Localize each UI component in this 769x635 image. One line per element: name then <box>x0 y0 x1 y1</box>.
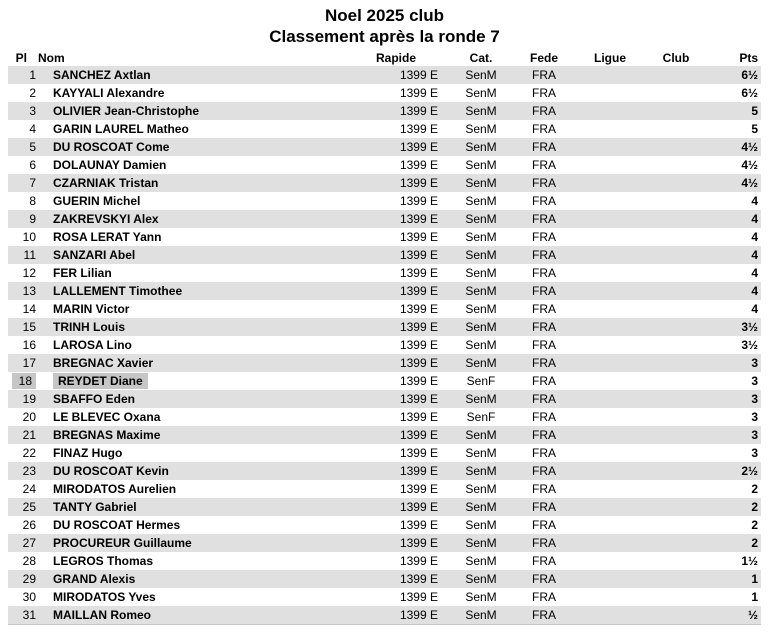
cell-pl: 10 <box>22 230 36 244</box>
table-row[interactable] <box>8 156 761 174</box>
cell-fede: FRA <box>516 318 572 336</box>
cell-rapide: 1399 E <box>399 194 438 208</box>
cell-nom: GRAND Alexis <box>38 570 316 588</box>
cell-fede: FRA <box>516 282 572 300</box>
table-row[interactable] <box>8 444 761 462</box>
cell-fede: FRA <box>532 374 556 388</box>
table-row[interactable] <box>8 120 761 138</box>
cell-ligue <box>572 138 648 156</box>
cell-ligue <box>572 516 648 534</box>
cell-cat: SenM <box>465 86 497 100</box>
cell-cat: SenM <box>446 282 516 300</box>
column-header-pts: Pts <box>739 51 758 65</box>
cell-fede: FRA <box>516 534 572 552</box>
cell-cat: SenM <box>465 194 497 208</box>
cell-cat: SenM <box>446 174 516 192</box>
cell-pl: 28 <box>22 554 36 568</box>
cell-pts: 1 <box>704 570 761 588</box>
cell-nom: KAYYALI Alexandre <box>53 86 165 100</box>
cell-nom: BREGNAS Maxime <box>38 426 316 444</box>
table-row[interactable] <box>8 426 761 444</box>
cell-pl: 5 <box>8 138 38 156</box>
cell-club <box>648 282 704 300</box>
selected-text-highlight: REYDET Diane <box>53 373 148 389</box>
cell-cat: SenF <box>466 410 496 424</box>
cell-ligue <box>572 102 648 120</box>
cell-nom: PROCUREUR Guillaume <box>38 534 316 552</box>
cell-nom: BREGNAC Xavier <box>38 354 316 372</box>
cell-ligue <box>572 372 648 390</box>
table-row[interactable] <box>8 300 761 318</box>
cell-cat: SenM <box>446 138 516 156</box>
cell-cat: SenM <box>446 246 516 264</box>
table-header <box>8 50 761 66</box>
cell-cat: SenM <box>446 570 516 588</box>
cell-club <box>648 372 704 390</box>
cell-ligue <box>572 426 648 444</box>
cell-ligue <box>572 210 648 228</box>
cell-club <box>648 84 704 102</box>
cell-fede: FRA <box>532 230 556 244</box>
table-row[interactable] <box>8 282 761 300</box>
cell-rapide: 1399 E <box>399 230 438 244</box>
cell-pl: 26 <box>22 518 36 532</box>
cell-pts: 1 <box>751 590 758 604</box>
cell-pl: 8 <box>29 194 36 208</box>
cell-pl: 29 <box>8 570 38 588</box>
cell-pts: 3½ <box>704 318 761 336</box>
cell-pl: 12 <box>22 266 36 280</box>
cell-nom: MIRODATOS Yves <box>53 590 156 604</box>
cell-fede: FRA <box>532 86 556 100</box>
cell-rapide: 1399 E <box>316 426 446 444</box>
cell-nom: SANCHEZ Axtlan <box>38 66 316 84</box>
cell-cat: SenM <box>446 66 516 84</box>
cell-pl: 20 <box>22 410 36 424</box>
cell-rapide: 1399 E <box>399 590 438 604</box>
report-title <box>0 0 769 47</box>
cell-fede: FRA <box>516 570 572 588</box>
cell-nom: SBAFFO Eden <box>38 390 316 408</box>
cell-fede: FRA <box>532 590 556 604</box>
cell-rapide: 1399 E <box>316 570 446 588</box>
cell-rapide: 1399 E <box>316 534 446 552</box>
cell-pts: 3 <box>751 446 758 460</box>
table-row[interactable] <box>8 480 761 498</box>
cell-rapide: 1399 E <box>399 374 438 388</box>
cell-nom: TRINH Louis <box>38 318 316 336</box>
cell-pl: 3 <box>8 102 38 120</box>
cell-pl: 19 <box>8 390 38 408</box>
cell-cat: SenM <box>446 210 516 228</box>
cell-club <box>648 426 704 444</box>
cell-club <box>648 66 704 84</box>
cell-nom: GUERIN Michel <box>53 194 141 208</box>
cell-fede: FRA <box>516 66 572 84</box>
cell-pl: 25 <box>8 498 38 516</box>
cell-pts: 5 <box>704 102 761 120</box>
cell-nom: TANTY Gabriel <box>38 498 316 516</box>
cell-club <box>648 480 704 498</box>
cell-club <box>648 120 704 138</box>
cell-fede: FRA <box>532 194 556 208</box>
table-row[interactable] <box>8 174 761 192</box>
cell-club <box>648 354 704 372</box>
header-row <box>8 50 761 66</box>
cell-rapide: 1399 E <box>399 158 438 172</box>
cell-club <box>648 174 704 192</box>
cell-nom <box>38 372 316 390</box>
cell-ligue <box>572 552 648 570</box>
cell-club <box>648 318 704 336</box>
cell-fede: FRA <box>532 482 556 496</box>
column-header-rapide: Rapide <box>375 51 416 65</box>
cell-pts: 4 <box>751 302 758 316</box>
cell-club <box>648 228 704 246</box>
cell-ligue <box>572 174 648 192</box>
cell-fede: FRA <box>532 266 556 280</box>
cell-nom: DOLAUNAY Damien <box>53 158 167 172</box>
cell-ligue <box>572 480 648 498</box>
column-header-nom: Nom <box>38 51 65 65</box>
cell-ligue <box>572 570 648 588</box>
cell-nom: SANZARI Abel <box>38 246 316 264</box>
cell-pl: 23 <box>8 462 38 480</box>
cell-rapide: 1399 E <box>316 390 446 408</box>
selected-text-highlight: 18 <box>12 373 36 389</box>
cell-ligue <box>572 66 648 84</box>
cell-ligue <box>572 408 648 426</box>
cell-rapide: 1399 E <box>316 66 446 84</box>
cell-rapide: 1399 E <box>399 410 438 424</box>
cell-cat: SenM <box>465 518 497 532</box>
cell-pts: ½ <box>704 606 761 625</box>
table-row[interactable] <box>8 228 761 246</box>
cell-pl: 15 <box>8 318 38 336</box>
cell-rapide: 1399 E <box>316 282 446 300</box>
cell-rapide: 1399 E <box>316 138 446 156</box>
cell-club <box>648 606 704 625</box>
cell-cat: SenM <box>446 462 516 480</box>
cell-rapide: 1399 E <box>316 498 446 516</box>
column-header-pl: Pl <box>15 51 27 65</box>
cell-club <box>648 264 704 282</box>
cell-cat: SenM <box>465 158 497 172</box>
cell-nom: FINAZ Hugo <box>53 446 123 460</box>
table-body <box>8 66 761 625</box>
table-row[interactable] <box>8 390 761 408</box>
cell-club <box>648 588 704 606</box>
table-row[interactable] <box>8 462 761 480</box>
table-row[interactable] <box>8 408 761 426</box>
cell-fede: FRA <box>516 210 572 228</box>
cell-fede: FRA <box>532 554 556 568</box>
cell-nom: LALLEMENT Timothee <box>38 282 316 300</box>
cell-fede: FRA <box>516 606 572 625</box>
cell-nom: MARIN Victor <box>53 302 130 316</box>
cell-fede: FRA <box>532 446 556 460</box>
cell-fede: FRA <box>532 338 556 352</box>
cell-rapide: 1399 E <box>316 354 446 372</box>
cell-ligue <box>572 462 648 480</box>
cell-cat: SenM <box>465 482 497 496</box>
table-row[interactable] <box>8 138 761 156</box>
table-row[interactable] <box>8 552 761 570</box>
cell-club <box>648 156 704 174</box>
cell-club <box>648 246 704 264</box>
cell-ligue <box>572 282 648 300</box>
table-row[interactable] <box>8 66 761 84</box>
cell-fede: FRA <box>532 518 556 532</box>
cell-pl: 1 <box>8 66 38 84</box>
cell-cat: SenM <box>465 338 497 352</box>
cell-fede: FRA <box>532 410 556 424</box>
cell-pts: 3½ <box>741 338 758 352</box>
table-row[interactable] <box>8 516 761 534</box>
cell-ligue <box>572 192 648 210</box>
cell-pts: 3 <box>751 374 758 388</box>
cell-nom: LEGROS Thomas <box>53 554 154 568</box>
cell-cat: SenM <box>446 102 516 120</box>
cell-pl: 31 <box>8 606 38 625</box>
cell-rapide: 1399 E <box>399 554 438 568</box>
cell-nom: MIRODATOS Aurelien <box>53 482 177 496</box>
cell-nom: ROSA LERAT Yann <box>53 230 162 244</box>
cell-cat: SenF <box>466 374 496 388</box>
cell-nom: DU ROSCOAT Come <box>38 138 316 156</box>
cell-pts: 2½ <box>704 462 761 480</box>
cell-club <box>648 102 704 120</box>
cell-ligue <box>572 588 648 606</box>
table-row[interactable] <box>8 264 761 282</box>
cell-pl: 14 <box>22 302 36 316</box>
cell-rapide: 1399 E <box>399 86 438 100</box>
table-row[interactable] <box>8 84 761 102</box>
table-row[interactable] <box>8 336 761 354</box>
cell-cat: SenM <box>446 498 516 516</box>
cell-pts: 4 <box>704 282 761 300</box>
cell-pts: 4½ <box>704 174 761 192</box>
cell-cat: SenM <box>465 302 497 316</box>
cell-rapide: 1399 E <box>316 174 446 192</box>
ranking-subtitle: Classement après la ronde 7 <box>269 27 500 46</box>
cell-rapide: 1399 E <box>316 462 446 480</box>
cell-pts: 4 <box>704 246 761 264</box>
cell-fede: FRA <box>516 498 572 516</box>
table-row[interactable] <box>8 192 761 210</box>
cell-club <box>648 336 704 354</box>
cell-ligue <box>572 444 648 462</box>
cell-pl: 11 <box>8 246 38 264</box>
cell-club <box>648 408 704 426</box>
cell-pl <box>8 372 38 390</box>
cell-pts: 6½ <box>741 86 758 100</box>
table-row[interactable] <box>8 354 761 372</box>
cell-rapide: 1399 E <box>399 338 438 352</box>
cell-pl: 22 <box>22 446 36 460</box>
table-row[interactable] <box>8 372 761 390</box>
cell-cat: SenM <box>465 446 497 460</box>
cell-ligue <box>572 300 648 318</box>
cell-cat: SenM <box>446 354 516 372</box>
cell-ligue <box>572 534 648 552</box>
cell-club <box>648 570 704 588</box>
cell-pl: 16 <box>22 338 36 352</box>
cell-pl: 6 <box>29 158 36 172</box>
cell-nom: DU ROSCOAT Kevin <box>38 462 316 480</box>
cell-cat: SenM <box>446 426 516 444</box>
cell-pl: 7 <box>8 174 38 192</box>
cell-club <box>648 138 704 156</box>
table-row[interactable] <box>8 498 761 516</box>
column-header-fede: Fede <box>529 51 558 65</box>
cell-pts: 3 <box>704 426 761 444</box>
cell-ligue <box>572 354 648 372</box>
cell-pl: 9 <box>8 210 38 228</box>
cell-pl: 30 <box>22 590 36 604</box>
cell-rapide: 1399 E <box>316 318 446 336</box>
cell-pts: 4 <box>704 210 761 228</box>
cell-ligue <box>572 606 648 625</box>
table-row[interactable] <box>8 102 761 120</box>
cell-ligue <box>572 318 648 336</box>
cell-pts: 4 <box>751 266 758 280</box>
cell-club <box>648 516 704 534</box>
cell-rapide: 1399 E <box>316 246 446 264</box>
cell-nom: CZARNIAK Tristan <box>38 174 316 192</box>
cell-cat: SenM <box>465 590 497 604</box>
cell-fede: FRA <box>516 390 572 408</box>
cell-fede: FRA <box>516 462 572 480</box>
cell-cat: SenM <box>446 534 516 552</box>
cell-cat: SenM <box>446 390 516 408</box>
cell-ligue <box>572 264 648 282</box>
standings-table <box>8 50 761 625</box>
cell-nom: OLIVIER Jean-Christophe <box>38 102 316 120</box>
cell-rapide: 1399 E <box>316 102 446 120</box>
cell-cat: SenM <box>446 318 516 336</box>
cell-rapide: 1399 E <box>399 122 438 136</box>
cell-pl: 24 <box>22 482 36 496</box>
cell-nom: LE BLEVEC Oxana <box>53 410 161 424</box>
cell-rapide: 1399 E <box>399 518 438 532</box>
cell-pts: 2 <box>751 518 758 532</box>
cell-pts: 4 <box>751 194 758 208</box>
cell-pts: 5 <box>751 122 758 136</box>
cell-cat: SenM <box>465 230 497 244</box>
tournament-name: Noel 2025 club <box>324 6 445 25</box>
table-row[interactable] <box>8 534 761 552</box>
table-row[interactable] <box>8 246 761 264</box>
cell-fede: FRA <box>532 302 556 316</box>
table-row[interactable] <box>8 210 761 228</box>
column-header-cat: Cat. <box>469 51 493 65</box>
cell-club <box>648 300 704 318</box>
cell-fede: FRA <box>532 158 556 172</box>
cell-ligue <box>572 498 648 516</box>
cell-fede: FRA <box>532 122 556 136</box>
cell-cat: SenM <box>465 266 497 280</box>
cell-pl: 13 <box>8 282 38 300</box>
cell-ligue <box>572 228 648 246</box>
cell-ligue <box>572 246 648 264</box>
cell-fede: FRA <box>516 174 572 192</box>
cell-ligue <box>572 336 648 354</box>
table-row[interactable] <box>8 318 761 336</box>
cell-rapide: 1399 E <box>399 266 438 280</box>
cell-nom: ZAKREVSKYI Alex <box>38 210 316 228</box>
cell-club <box>648 192 704 210</box>
cell-fede: FRA <box>516 354 572 372</box>
cell-pl: 27 <box>8 534 38 552</box>
table-row[interactable] <box>8 570 761 588</box>
cell-nom: FER Lilian <box>53 266 112 280</box>
cell-pts: 2 <box>704 534 761 552</box>
cell-pts: 4½ <box>741 158 758 172</box>
cell-pl: 4 <box>29 122 36 136</box>
cell-fede: FRA <box>516 138 572 156</box>
cell-pts: 1½ <box>741 554 758 568</box>
cell-cat: SenM <box>446 606 516 625</box>
cell-pts: 2 <box>704 498 761 516</box>
cell-club <box>648 462 704 480</box>
cell-ligue <box>572 156 648 174</box>
cell-cat: SenM <box>465 122 497 136</box>
cell-pts: 3 <box>704 354 761 372</box>
cell-rapide: 1399 E <box>399 482 438 496</box>
cell-rapide: 1399 E <box>316 210 446 228</box>
cell-pl: 17 <box>8 354 38 372</box>
cell-nom: LAROSA Lino <box>53 338 132 352</box>
cell-fede: FRA <box>516 426 572 444</box>
table-row[interactable] <box>8 606 761 625</box>
cell-pts: 3 <box>751 410 758 424</box>
cell-ligue <box>572 120 648 138</box>
cell-pts: 3 <box>704 390 761 408</box>
cell-club <box>648 444 704 462</box>
column-header-club: Club <box>662 51 690 65</box>
cell-fede: FRA <box>516 246 572 264</box>
cell-rapide: 1399 E <box>316 606 446 625</box>
cell-ligue <box>572 390 648 408</box>
cell-pts: 4 <box>751 230 758 244</box>
column-header-ligue: Ligue <box>594 51 626 65</box>
cell-club <box>648 390 704 408</box>
cell-pts: 6½ <box>704 66 761 84</box>
cell-rapide: 1399 E <box>399 302 438 316</box>
cell-fede: FRA <box>516 102 572 120</box>
table-row[interactable] <box>8 588 761 606</box>
cell-ligue <box>572 84 648 102</box>
cell-pl: 2 <box>29 86 36 100</box>
cell-cat: SenM <box>465 554 497 568</box>
cell-pts: 2 <box>751 482 758 496</box>
cell-nom: MAILLAN Romeo <box>38 606 316 625</box>
cell-pts: 4½ <box>704 138 761 156</box>
cell-club <box>648 498 704 516</box>
cell-club <box>648 552 704 570</box>
cell-nom: DU ROSCOAT Hermes <box>53 518 181 532</box>
cell-rapide: 1399 E <box>399 446 438 460</box>
cell-club <box>648 210 704 228</box>
cell-nom: GARIN LAUREL Matheo <box>53 122 189 136</box>
cell-pl: 21 <box>8 426 38 444</box>
cell-club <box>648 534 704 552</box>
